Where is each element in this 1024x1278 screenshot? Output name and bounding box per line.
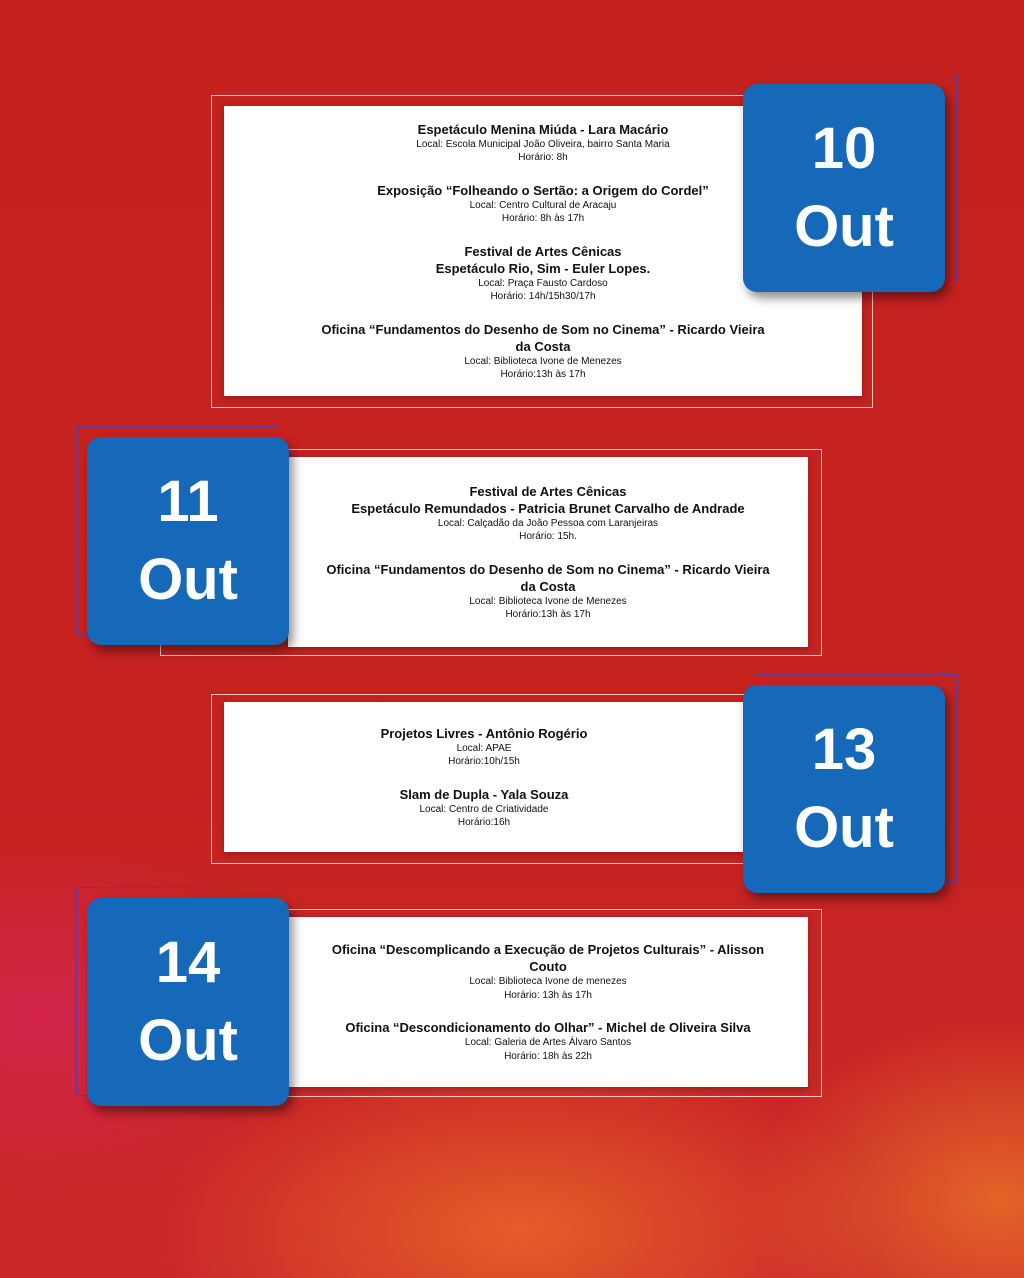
event-entry: [400, 786, 569, 830]
event-time: Horário: 14h/15h30/17h: [490, 291, 596, 302]
event-title: Exposição “Folheando o Sertão: a Origem do Cordel”: [377, 182, 709, 198]
event-title: Projetos Livres - Antônio Rogério: [380, 725, 588, 741]
event-location: Local: Centro Cultural de Aracaju: [469, 199, 617, 211]
event-title: Festival de Artes Cênicas Espetáculo Rio, Sim - Euler Lopes.: [435, 243, 651, 276]
date-day: 10: [811, 116, 877, 181]
date-month: Out: [794, 194, 894, 259]
event-location: Local: Galeria de Artes Álvaro Santos: [464, 1037, 632, 1048]
event-title: Slam de Dupla - Yala Souza: [399, 786, 569, 802]
event-title: Oficina “Descomplicando a Execução de Projetos Culturais” - Alisson Couto: [331, 942, 765, 974]
event-location: Local: Biblioteca Ivone de Menezes: [464, 355, 622, 367]
date-badge-13-out: [743, 685, 945, 893]
date-month: Out: [794, 795, 894, 860]
date-month: Out: [138, 1008, 238, 1073]
date-day: 14: [155, 930, 221, 995]
date-badge-10-out: [743, 84, 945, 292]
schedule-card-13-out: [224, 702, 744, 852]
date-badge-11-out: [87, 437, 289, 645]
event-title: Festival de Artes Cênicas Espetáculo Remundados - Patricia Brunet Carvalho de Andrade: [351, 483, 745, 516]
event-time: Horário: 8h: [518, 152, 568, 163]
event-location: Local: Praça Fausto Cardoso: [478, 277, 608, 289]
event-entry: [436, 243, 651, 304]
event-entry: [377, 182, 709, 226]
event-location: Local: Calçadão da João Pessoa com Laranjeiras: [437, 517, 659, 529]
schedule-card-14-out: [288, 917, 808, 1087]
event-entry: [326, 561, 769, 622]
event-title: Oficina “Fundamentos do Desenho de Som no Cinema” - Ricardo Vieira da Costa: [326, 561, 770, 594]
event-entry: [416, 121, 669, 165]
event-time: Horário:13h às 17h: [500, 369, 586, 380]
event-entry: [321, 321, 764, 382]
event-location: Local: Centro de Criatividade: [419, 803, 549, 815]
event-location: Local: Biblioteca Ivone de menezes: [469, 976, 627, 987]
event-title: Oficina “Descondicionamento do Olhar” - Michel de Oliveira Silva: [345, 1020, 751, 1035]
event-time: Horário:13h às 17h: [505, 609, 591, 620]
event-time: Horário: 13h às 17h: [504, 989, 592, 1001]
date-day: 11: [157, 469, 219, 534]
event-time: Horário: 8h às 17h: [501, 213, 585, 224]
event-title: Oficina “Fundamentos do Desenho de Som no Cinema” - Ricardo Vieira da Costa: [321, 321, 765, 354]
date-month: Out: [138, 547, 238, 612]
date-day: 13: [811, 717, 877, 782]
event-location: Local: Biblioteca Ivone de Menezes: [469, 595, 627, 607]
date-badge-14-out: [87, 898, 289, 1106]
event-time: Horário: 18h às 22h: [504, 1050, 592, 1062]
event-time: Horário: 15h.: [519, 531, 577, 542]
schedule-card-11-out: [288, 457, 808, 647]
event-entry: [332, 941, 764, 1002]
event-location: Local: Escola Municipal João Oliveira, bairro Santa Maria: [416, 138, 670, 150]
event-time: Horário:10h/15h: [448, 756, 520, 767]
event-entry: [345, 1019, 750, 1063]
event-location: Local: APAE: [456, 742, 512, 754]
event-time: Horário:16h: [457, 817, 511, 828]
event-title: Espetáculo Menina Miúda - Lara Macário: [417, 121, 669, 137]
event-entry: [351, 483, 744, 544]
event-entry: [381, 725, 588, 769]
